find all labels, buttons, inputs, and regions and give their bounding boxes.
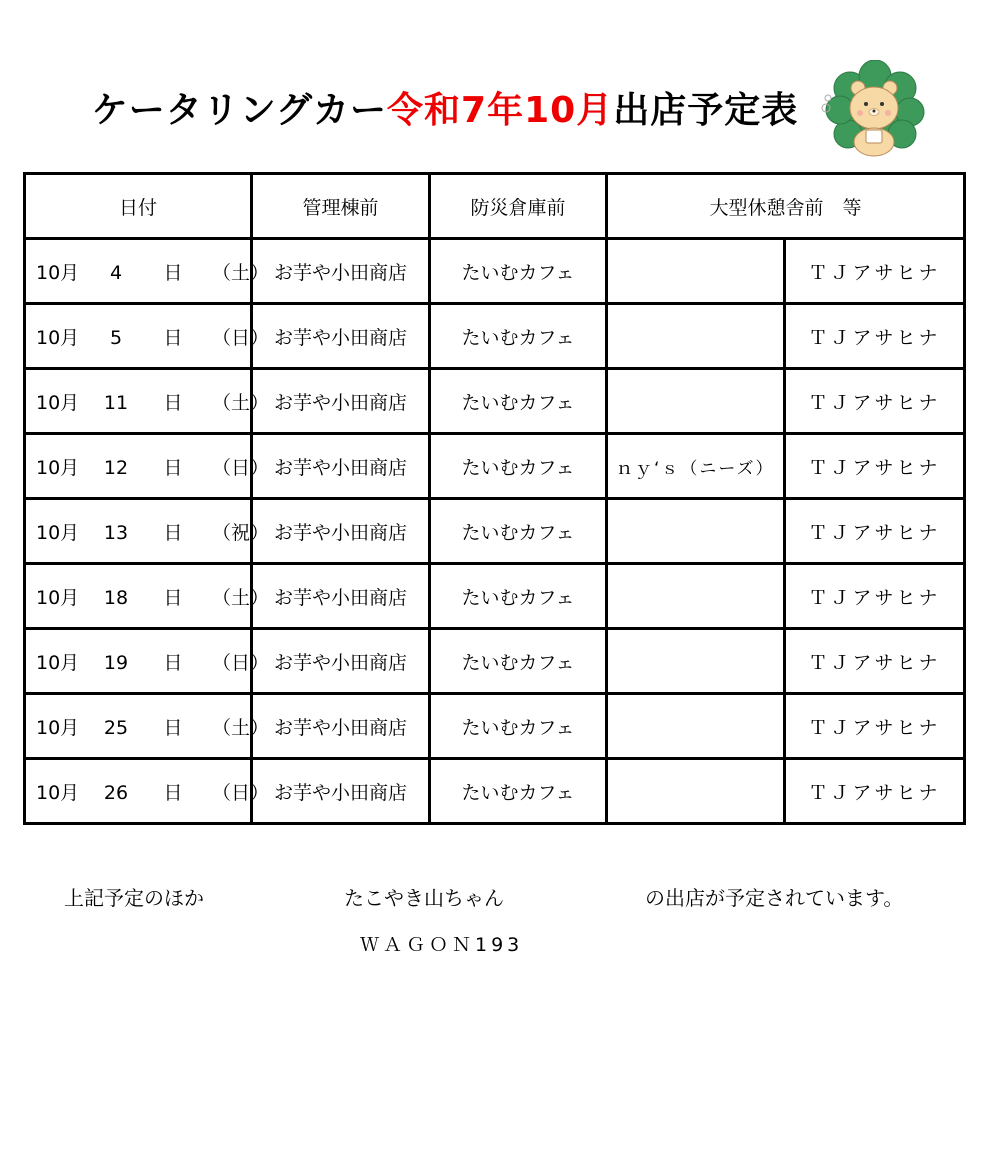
date-weekday: （土） (212, 261, 270, 284)
date-cell (25, 239, 270, 304)
table-row (25, 564, 965, 629)
date-weekday: （土） (212, 586, 270, 609)
date-cell (25, 369, 270, 434)
date-weekday: （日） (212, 326, 270, 349)
footer-suffix: の出店が予定されています。 (645, 886, 904, 910)
admin-vendor: お芋や小田商店 (252, 564, 430, 629)
date-suffix: 日 (163, 716, 183, 739)
disaster-vendor: たいむカフェ (430, 629, 607, 694)
table-row (25, 629, 965, 694)
date-cell (25, 629, 270, 694)
date-month: 10月 (36, 456, 80, 479)
date-month: 10月 (36, 261, 80, 284)
date-weekday: （日） (212, 781, 270, 804)
table-row (25, 499, 965, 564)
bear-with-cup-icon (820, 60, 930, 160)
date-weekday: （日） (212, 456, 270, 479)
admin-vendor: お芋や小田商店 (252, 304, 430, 369)
table-row (25, 759, 965, 824)
schedule-table (23, 172, 966, 825)
date-month: 10月 (36, 521, 80, 544)
header-disaster: 防災倉庫前 (430, 174, 607, 239)
admin-vendor: お芋や小田商店 (252, 694, 430, 759)
large-vendor-1 (607, 304, 785, 369)
large-vendor-2: ＴＪアサヒナ (785, 239, 965, 304)
date-suffix: 日 (163, 391, 183, 414)
date-cell (25, 759, 270, 824)
table-header-row (25, 174, 965, 239)
date-suffix: 日 (163, 326, 183, 349)
title-date: 令和7年10月 (387, 90, 614, 131)
date-month: 10月 (36, 391, 80, 414)
date-month: 10月 (36, 586, 80, 609)
footer-prefix: 上記予定のほか (64, 886, 204, 910)
disaster-vendor: たいむカフェ (430, 239, 607, 304)
date-day: 18 (103, 586, 129, 609)
large-vendor-2: ＴＪアサヒナ (785, 434, 965, 499)
table-row (25, 694, 965, 759)
large-vendor-2: ＴＪアサヒナ (785, 499, 965, 564)
title-suffix: 出店予定表 (613, 90, 799, 131)
table-row (25, 304, 965, 369)
large-vendor-2: ＴＪアサヒナ (785, 759, 965, 824)
date-day: 4 (109, 261, 123, 284)
large-vendor-1 (607, 499, 785, 564)
header-admin: 管理棟前 (252, 174, 430, 239)
admin-vendor: お芋や小田商店 (252, 759, 430, 824)
date-weekday: （祝） (212, 521, 270, 544)
date-day: 26 (103, 781, 129, 804)
disaster-vendor: たいむカフェ (430, 499, 607, 564)
admin-vendor: お芋や小田商店 (252, 239, 430, 304)
date-weekday: （土） (212, 391, 270, 414)
date-month: 10月 (36, 781, 80, 804)
date-month: 10月 (36, 716, 80, 739)
date-day: 19 (103, 651, 129, 674)
large-vendor-2: ＴＪアサヒナ (785, 694, 965, 759)
large-vendor-1 (607, 369, 785, 434)
large-vendor-1: ｎｙ‘ｓ（ニーズ） (607, 434, 785, 499)
date-suffix: 日 (163, 261, 183, 284)
date-day: 12 (103, 456, 129, 479)
large-vendor-2: ＴＪアサヒナ (785, 629, 965, 694)
large-vendor-1 (607, 759, 785, 824)
disaster-vendor: たいむカフェ (430, 304, 607, 369)
large-vendor-2: ＴＪアサヒナ (785, 304, 965, 369)
date-cell (25, 304, 270, 369)
disaster-vendor: たいむカフェ (430, 564, 607, 629)
admin-vendor: お芋や小田商店 (252, 434, 430, 499)
disaster-vendor: たいむカフェ (430, 369, 607, 434)
date-cell (25, 499, 270, 564)
date-suffix: 日 (163, 651, 183, 674)
date-suffix: 日 (163, 781, 183, 804)
table-row (25, 369, 965, 434)
disaster-vendor: たいむカフェ (430, 694, 607, 759)
header-date: 日付 (25, 174, 252, 239)
admin-vendor: お芋や小田商店 (252, 499, 430, 564)
date-day: 5 (109, 326, 123, 349)
date-day: 25 (103, 716, 129, 739)
date-cell (25, 434, 270, 499)
date-cell (25, 694, 270, 759)
date-month: 10月 (36, 326, 80, 349)
date-day: 13 (103, 521, 129, 544)
disaster-vendor: たいむカフェ (430, 434, 607, 499)
date-suffix: 日 (163, 521, 183, 544)
disaster-vendor: たいむカフェ (430, 759, 607, 824)
footer-vendor-1: たこやき山ちゃん (344, 886, 504, 910)
title-prefix: ケータリングカー (91, 90, 388, 131)
date-month: 10月 (36, 651, 80, 674)
date-suffix: 日 (163, 586, 183, 609)
large-vendor-1 (607, 629, 785, 694)
large-vendor-1 (607, 694, 785, 759)
date-cell (25, 564, 270, 629)
large-vendor-1 (607, 564, 785, 629)
large-vendor-2: ＴＪアサヒナ (785, 369, 965, 434)
date-day: 11 (103, 391, 129, 414)
footer-vendor-2: ＷＡＧＯＮ193 (360, 934, 524, 956)
date-weekday: （日） (212, 651, 270, 674)
page-title (0, 82, 890, 133)
header-large: 大型休憩舎前 等 (607, 174, 965, 239)
admin-vendor: お芋や小田商店 (252, 369, 430, 434)
table-row (25, 239, 965, 304)
large-vendor-2: ＴＪアサヒナ (785, 564, 965, 629)
table-row (25, 434, 965, 499)
date-suffix: 日 (163, 456, 183, 479)
admin-vendor: お芋や小田商店 (252, 629, 430, 694)
date-weekday: （土） (212, 716, 270, 739)
large-vendor-1 (607, 239, 785, 304)
